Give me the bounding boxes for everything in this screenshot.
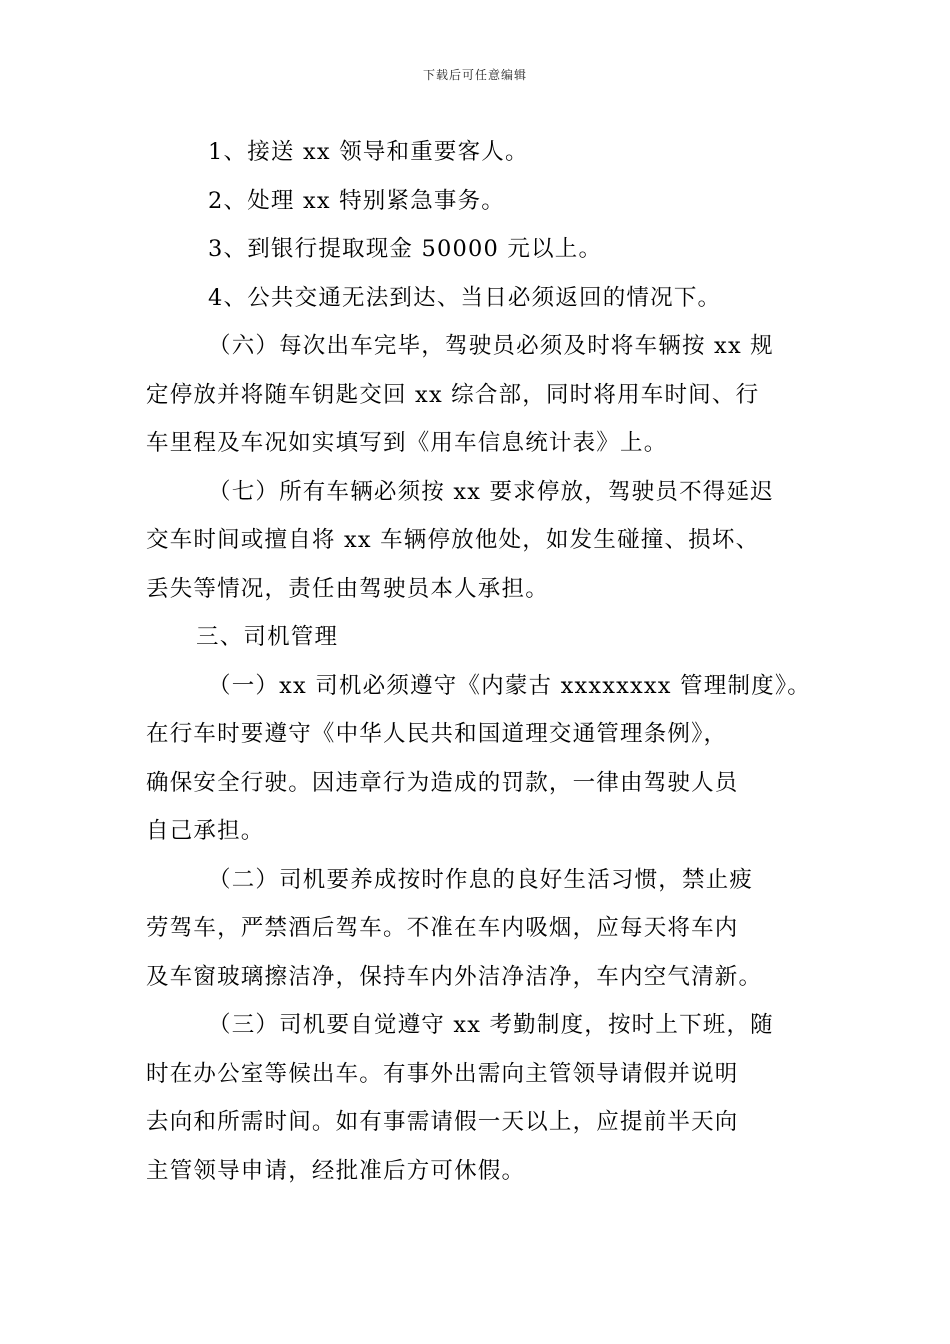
text-line: 4、公共交通无法到达、当日必须返回的情况下。: [208, 284, 722, 311]
text-line: 定停放并将随车钥匙交回 xx 综合部，同时将用车时间、行: [146, 381, 760, 408]
text-line: 车里程及车况如实填写到《用车信息统计表》上。: [146, 430, 668, 456]
text-line: 在行车时要遵守《中华人民共和国道理交通管理条例》，: [146, 721, 728, 747]
text-line: 劳驾车，严禁酒后驾车。不准在车内吸烟，应每天将车内: [146, 915, 739, 941]
list-item-1: [146, 128, 826, 177]
text-line: 交车时间或擅自将 xx 车辆停放他处，如发生碰撞、损坏、: [146, 527, 760, 553]
text-line: 丢失等情况，责任由驾驶员本人承担。: [146, 575, 549, 602]
text-line: 确保安全行驶。因违章行为造成的罚款，一律由驾驶人员: [146, 769, 739, 796]
page-header: 下载后可任意编辑: [422, 68, 527, 82]
list-item-4: [146, 274, 826, 323]
text-line: （一）xx 司机必须遵守《内蒙古 xxxxxxxx 管理制度》。: [208, 672, 811, 699]
text-line: （六）每次出车完毕，驾驶员必须及时将车辆按 xx 规: [208, 333, 774, 359]
paragraph-six: [146, 322, 826, 468]
paragraph-three: [146, 1001, 826, 1195]
text-line: 3、到银行提取现金 50000 元以上。: [208, 236, 603, 262]
text-line: （三）司机要自觉遵守 xx 考勤制度，按时上下班，随: [208, 1012, 774, 1038]
paragraph-two: [146, 856, 826, 1002]
text-line: 1、接送 xx 领导和重要客人。: [208, 139, 529, 165]
text-line: 自己承担。: [146, 818, 265, 844]
list-item-3: [146, 225, 826, 274]
section-heading-driver-management: [146, 613, 826, 662]
text-line: （七）所有车辆必须按 xx 要求停放，驾驶员不得延迟: [208, 478, 774, 505]
document-body: [146, 128, 826, 1195]
text-line: （二）司机要养成按时作息的良好生活习惯，禁止疲: [208, 866, 754, 893]
section-heading: 三、司机管理: [196, 624, 339, 650]
text-line: 去向和所需时间。如有事需请假一天以上，应提前半天向: [146, 1109, 739, 1135]
text-line: 2、处理 xx 特别紧急事务。: [208, 187, 505, 214]
text-line: 主管领导申请，经批准后方可休假。: [146, 1157, 526, 1184]
list-item-2: [146, 177, 826, 226]
paragraph-one: [146, 662, 826, 856]
paragraph-seven: [146, 468, 826, 614]
text-line: 及车窗玻璃擦洁净，保持车内外洁净洁净，车内空气清新。: [146, 963, 763, 990]
text-line: 时在办公室等候出车。有事外出需向主管领导请假并说明: [146, 1060, 739, 1087]
